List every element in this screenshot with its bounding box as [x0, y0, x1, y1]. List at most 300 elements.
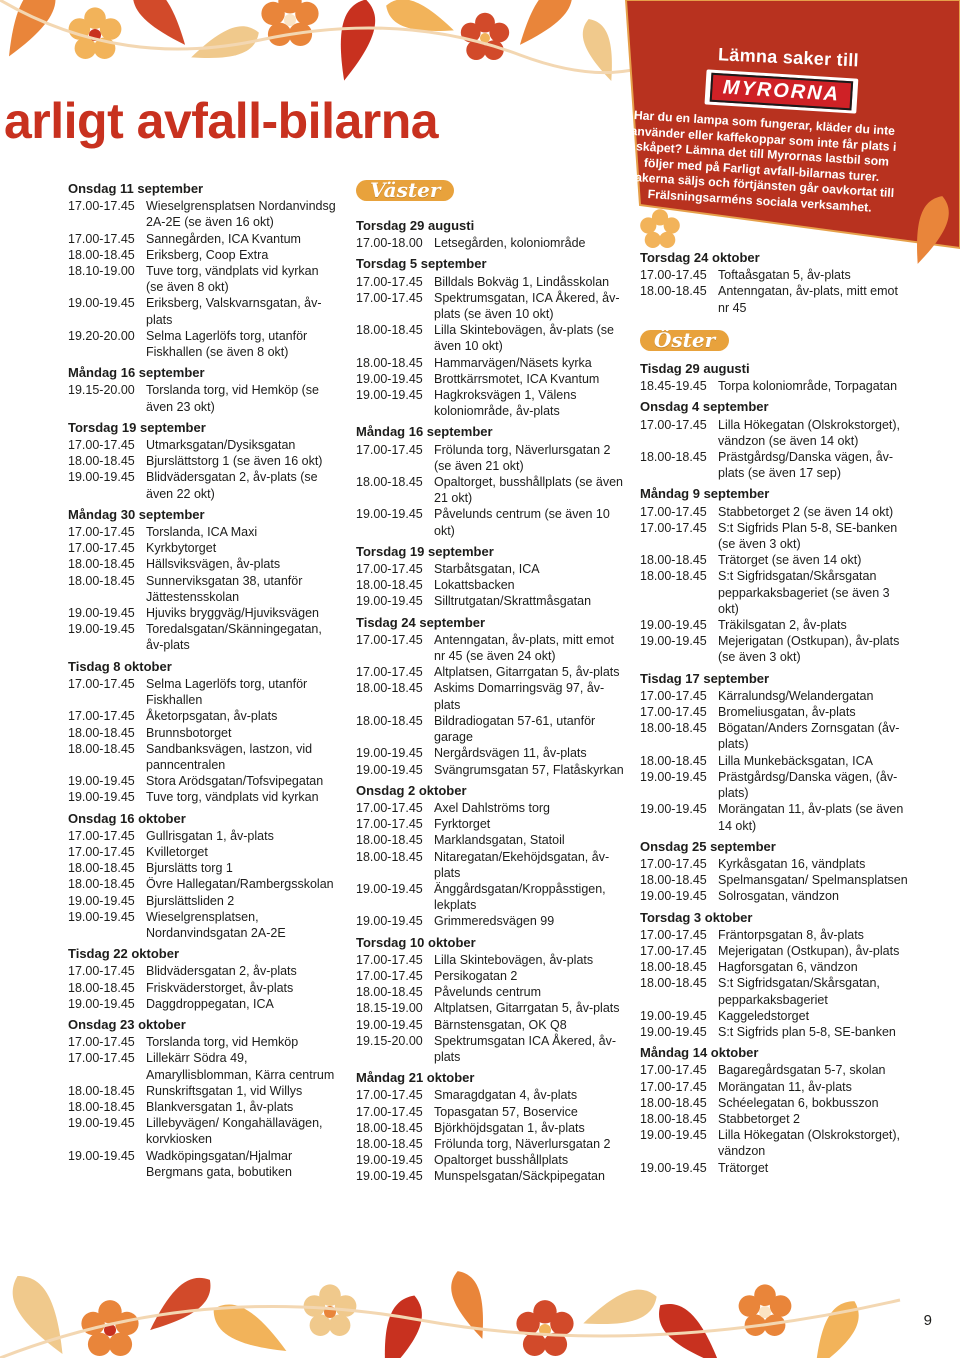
- day-heading: Torsdag 5 september: [356, 256, 487, 272]
- entry-place: Lokattsbacken: [434, 578, 515, 593]
- schedule-column-3: [640, 250, 910, 1176]
- schedule-entry: [68, 741, 338, 773]
- entry-time: 18.45-19.45: [640, 379, 707, 394]
- entry-time: 19.00-19.45: [356, 914, 423, 929]
- entry-place: Trätorget (se även 14 okt): [718, 553, 862, 568]
- schedule-entry: [68, 963, 338, 979]
- schedule-entry: [356, 745, 626, 761]
- entry-time: 17.00-17.45: [640, 1079, 707, 1094]
- entry-time: 17.00-17.45: [356, 968, 423, 983]
- entry-time: 17.00-17.45: [356, 665, 423, 680]
- entry-place: Blankversgatan 1, åv-plats: [146, 1099, 294, 1114]
- day-heading: Måndag 9 september: [640, 486, 770, 502]
- schedule-entry: [68, 247, 338, 263]
- schedule-entry: [68, 437, 338, 453]
- schedule-entry: [356, 1152, 626, 1168]
- schedule-entry: [640, 520, 910, 552]
- day-heading: Torsdag 29 augusti: [356, 218, 475, 233]
- schedule-entry: [68, 909, 338, 941]
- entry-place: Kyrkåsgatan 16, vändplats: [718, 856, 866, 871]
- entry-place: Prästgårdsg/Danska vägen, åv-plats (se även 17 sep): [718, 450, 894, 481]
- schedule-entry: [640, 504, 910, 520]
- entry-time: 17.00-17.45: [68, 438, 135, 453]
- entry-place: Bildradiogatan 57-61, utanför garage: [434, 713, 596, 745]
- bottom-leaf-band: [0, 1267, 900, 1358]
- entry-place: Åketorpsgatan, åv-plats: [146, 709, 278, 724]
- schedule-day: [640, 486, 910, 665]
- entry-time: 19.00-19.45: [640, 889, 707, 904]
- myrorna-promo: [612, 33, 914, 260]
- schedule-entry: [356, 832, 626, 848]
- entry-time: 19.00-19.45: [356, 1017, 423, 1032]
- schedule-entry: [356, 984, 626, 1000]
- entry-time: 19.00-19.45: [356, 507, 423, 522]
- entry-time: 18.00-18.45: [68, 741, 135, 756]
- schedule-entry: [68, 453, 338, 469]
- schedule-entry: [356, 1120, 626, 1136]
- entry-time: 18.00-18.45: [356, 1136, 423, 1151]
- entry-time: 19.00-19.45: [68, 790, 135, 805]
- schedule-entry: [356, 322, 626, 354]
- entry-time: 18.00-18.45: [68, 573, 135, 588]
- entry-time: 18.00-18.45: [68, 980, 135, 995]
- schedule-entry: [640, 1024, 910, 1040]
- day-heading: Måndag 30 september: [68, 506, 205, 522]
- entry-place: Friskväderstorget, åv-plats: [146, 980, 294, 995]
- entry-time: 18.00-18.45: [640, 553, 707, 568]
- schedule-entry: [356, 762, 626, 778]
- schedule-entry: [68, 1034, 338, 1050]
- entry-time: 17.00-17.45: [640, 520, 707, 535]
- entry-place: Träkilsgatan 2, åv-plats: [718, 618, 847, 633]
- area-title-vaster: Väster: [356, 180, 454, 201]
- schedule-day: [356, 256, 626, 419]
- schedule-entry: [68, 1050, 338, 1082]
- entry-place: Hagkroksvägen 1, Välens koloniområde, åv-plats: [434, 388, 577, 419]
- entry-time: 17.00-17.45: [68, 709, 135, 724]
- entry-place: S:t Sigfrids plan 5-8, SE-banken: [718, 1024, 896, 1039]
- schedule-entry: [356, 387, 626, 419]
- entry-time: 18.00-18.45: [356, 713, 423, 728]
- schedule-entry: [356, 1033, 626, 1065]
- entry-time: 18.10-19.00: [68, 264, 135, 279]
- schedule-entry: [356, 1017, 626, 1033]
- entry-time: 18.00-18.45: [68, 247, 135, 262]
- day-heading: Måndag 21 oktober: [356, 1070, 475, 1086]
- entry-place: Letsegården, koloniområde: [434, 236, 586, 251]
- schedule-entry: [356, 442, 626, 474]
- entry-time: 18.00-18.45: [68, 454, 135, 469]
- entry-time: 19.00-19.45: [356, 371, 423, 386]
- entry-time: 19.00-19.45: [68, 996, 135, 1011]
- entry-time: 19.00-19.45: [356, 762, 423, 777]
- entry-place: Frölunda torg, Näverlursgatan 2 (se även 21 okt): [434, 442, 611, 473]
- schedule-day: [68, 1017, 338, 1180]
- day-heading: Torsdag 19 september: [68, 419, 206, 435]
- vaster-days: [356, 218, 626, 1185]
- schedule-day: [356, 935, 626, 1066]
- entry-time: 17.00-17.45: [68, 231, 135, 246]
- entry-time: 17.00-17.45: [640, 268, 707, 283]
- entry-time: 17.00-17.45: [68, 1035, 135, 1050]
- entry-time: 17.00-17.45: [68, 964, 135, 979]
- schedule-entry: [640, 1008, 910, 1024]
- entry-time: 17.00-18.00: [356, 236, 423, 251]
- entry-place: Topasgatan 57, Boservice: [434, 1104, 578, 1119]
- entry-time: 18.00-18.45: [640, 873, 707, 888]
- schedule-entry: [68, 605, 338, 621]
- entry-time: 17.00-17.45: [356, 274, 423, 289]
- schedule-entry: [356, 561, 626, 577]
- day-heading: Tisdag 29 augusti: [640, 361, 750, 377]
- schedule-entry: [68, 773, 338, 789]
- entry-place: S:t Sigfrids Plan 5-8, SE-banken (se även 3 okt): [718, 520, 898, 552]
- schedule-day: [640, 250, 910, 316]
- day-heading: Onsdag 23 oktober: [68, 1016, 186, 1032]
- entry-place: Wieselgrensplatsen, Nordanvindsgatan 2A-2E: [146, 909, 286, 940]
- entry-place: Runskriftsgatan 1, vid Willys: [146, 1083, 303, 1098]
- entry-time: 17.00-17.45: [356, 442, 423, 457]
- entry-place: Kaggeledstorget: [718, 1008, 810, 1023]
- entry-time: 19.00-19.45: [640, 1128, 707, 1143]
- schedule-entry: [640, 267, 910, 283]
- schedule-entry: [640, 449, 910, 481]
- schedule-entry: [640, 283, 910, 315]
- entry-place: Torpa koloniområde, Torpagatan: [718, 379, 898, 394]
- entry-place: Altplatsen, Gitarrgatan 5, åv-plats: [434, 1001, 620, 1016]
- schedule-day: [68, 811, 338, 942]
- entry-time: 19.20-20.00: [68, 328, 135, 343]
- entry-time: 18.00-18.45: [356, 681, 423, 696]
- entry-place: Trätorget: [718, 1160, 769, 1175]
- schedule-day: [640, 361, 910, 394]
- entry-time: 17.00-17.45: [68, 525, 135, 540]
- day-heading: Onsdag 2 oktober: [356, 782, 467, 798]
- schedule-entry: [68, 1115, 338, 1147]
- day-heading: Tisdag 17 september: [640, 670, 770, 686]
- schedule-entry: [640, 1062, 910, 1078]
- schedule-entry: [356, 593, 626, 609]
- entry-place: Lilla Hökegatan (Olskrokstorget), vändzon (se även 14 okt): [718, 417, 901, 448]
- entry-time: 18.00-18.45: [640, 960, 707, 975]
- entry-time: 19.00-19.45: [356, 1169, 423, 1184]
- schedule-entry: [640, 975, 910, 1007]
- schedule-entry: [356, 1168, 626, 1184]
- entry-place: Stabbetorget 2: [718, 1111, 801, 1126]
- schedule-entry: [640, 552, 910, 568]
- entry-place: Fyrktorget: [434, 817, 491, 832]
- entry-place: Morängatan 11, åv-plats: [718, 1079, 852, 1094]
- entry-place: Eriksberg, Valskvarnsgatan, åv-plats: [146, 296, 322, 327]
- schedule-entry: [356, 1104, 626, 1120]
- entry-place: Spektrumsgatan ICA Åkered, åv-plats: [434, 1033, 617, 1064]
- entry-time: 18.00-18.45: [640, 284, 707, 299]
- schedule-entry: [68, 540, 338, 556]
- promo-lead: Lämna saker till: [717, 44, 860, 71]
- entry-time: 17.00-17.45: [68, 676, 135, 691]
- entry-time: 17.00-17.45: [356, 800, 423, 815]
- entry-place: Altplatsen, Gitarrgatan 5, åv-plats: [434, 665, 620, 680]
- entry-place: Morängatan 11, åv-plats (se även 14 okt): [718, 802, 904, 833]
- schedule-entry: [68, 676, 338, 708]
- day-heading: Måndag 14 oktober: [640, 1045, 759, 1061]
- promo-text: Har du en lampa som fungerar, kläder du inte använder eller kaffekoppar som inte får plats i skåpet? Lämna det till Myrornas lastbil som följer med på Farligt avfall-bilarnas turer. Sakerna säljs och förtjänsten går oavkortat till Frälsningsarméns sociala verksamhet.: [626, 108, 897, 215]
- entry-place: Schéelegatan 6, bokbusszon: [718, 1095, 879, 1110]
- entry-time: 19.00-19.45: [68, 1116, 135, 1131]
- entry-time: 19.00-19.45: [68, 470, 135, 485]
- entry-time: 18.00-18.45: [356, 849, 423, 864]
- entry-time: 19.00-19.45: [640, 802, 707, 817]
- schedule-entry: [356, 1136, 626, 1152]
- entry-place: Bärnstensgatan, OK Q8: [434, 1017, 567, 1032]
- entry-place: Toredalsgatan/Skänningegatan, åv-plats: [146, 622, 322, 653]
- entry-place: Bögatan/Anders Zornsgatan (åv-plats): [718, 721, 900, 752]
- entry-place: Lilla Hökegatan (Olskrokstorget), vändzon: [718, 1128, 901, 1159]
- entry-time: 19.00-19.45: [68, 1148, 135, 1163]
- entry-time: 17.00-17.45: [640, 943, 707, 958]
- schedule-entry: [68, 198, 338, 230]
- schedule-entry: [640, 1127, 910, 1159]
- entry-time: 17.00-17.45: [68, 828, 135, 843]
- schedule-entry: [68, 231, 338, 247]
- entry-place: Smaragdgatan 4, åv-plats: [434, 1088, 578, 1103]
- day-heading: Torsdag 19 september: [356, 543, 494, 559]
- schedule-entry: [356, 816, 626, 832]
- entry-place: Mejerigatan (Ostkupan), åv-plats (se även 3 okt): [718, 634, 900, 665]
- schedule-entry: [68, 1148, 338, 1180]
- entry-time: 18.15-19.00: [356, 1001, 423, 1016]
- entry-time: 18.00-18.45: [356, 1120, 423, 1135]
- entry-time: 18.00-18.45: [640, 1095, 707, 1110]
- entry-place: Bjurslätts torg 1: [146, 861, 233, 876]
- schedule-entry: [356, 952, 626, 968]
- schedule-entry: [640, 769, 910, 801]
- entry-place: Björkhöjdsgatan 1, åv-plats: [434, 1120, 585, 1135]
- entry-time: 17.00-17.45: [640, 856, 707, 871]
- schedule-day: [640, 839, 910, 905]
- entry-time: 17.00-17.45: [68, 844, 135, 859]
- entry-place: Eriksberg, Coop Extra: [146, 247, 269, 262]
- page-headline: arligt avfall-bilarna: [4, 93, 439, 149]
- entry-place: Torslanda torg, vid Hemköp: [146, 1035, 299, 1050]
- schedule-entry: [640, 753, 910, 769]
- day-heading: Torsdag 10 oktober: [356, 934, 476, 950]
- schedule-entry: [640, 943, 910, 959]
- entry-place: S:t Sigfridsgatan/Skårsgatan, pepparkaksbageriet: [718, 976, 880, 1007]
- schedule-entry: [640, 720, 910, 752]
- entry-place: Torslanda torg, vid Hemköp (se även 23 okt): [146, 383, 319, 414]
- schedule-entry: [68, 573, 338, 605]
- schedule-entry: [640, 633, 910, 665]
- entry-time: 19.00-19.45: [68, 296, 135, 311]
- entry-place: Kvilletorget: [146, 844, 208, 859]
- schedule-entry: [640, 688, 910, 704]
- entry-place: Hammarvägen/Näsets kyrka: [434, 355, 592, 370]
- schedule-entry: [356, 664, 626, 680]
- entry-place: Sandbanksvägen, lastzon, vid panncentralen: [146, 741, 313, 772]
- entry-time: 18.00-18.45: [640, 569, 707, 584]
- entry-time: 19.00-19.45: [640, 634, 707, 649]
- schedule-entry: [356, 274, 626, 290]
- entry-place: Hagforsgatan 6, vändzon: [718, 960, 858, 975]
- entry-place: Hällsviksvägen, åv-plats: [146, 557, 281, 572]
- schedule-entry: [68, 524, 338, 540]
- schedule-day: [68, 507, 338, 654]
- entry-place: Lillebyvägen/ Kongahällavägen, korvkiosken: [146, 1116, 323, 1147]
- entry-place: Kärralundsg/Welandergatan: [718, 688, 874, 703]
- entry-time: 17.00-17.45: [356, 1088, 423, 1103]
- entry-place: Persikogatan 2: [434, 968, 518, 983]
- entry-time: 18.00-18.45: [356, 355, 423, 370]
- schedule-entry: [356, 913, 626, 929]
- day-heading: Tisdag 24 september: [356, 614, 486, 630]
- schedule-day: [640, 1045, 910, 1176]
- schedule-entry: [68, 328, 338, 360]
- schedule-entry: [68, 295, 338, 327]
- entry-time: 18.00-18.45: [356, 985, 423, 1000]
- entry-place: Opaltorget busshållplats: [434, 1153, 569, 1168]
- entry-place: Stabbetorget 2 (se även 14 okt): [718, 504, 894, 519]
- entry-place: Silltrutgatan/Skrattmåsgatan: [434, 594, 592, 609]
- entry-place: Marklandsgatan, Statoil: [434, 833, 565, 848]
- schedule-entry: [68, 469, 338, 501]
- entry-place: Utmarksgatan/Dysiksgatan: [146, 438, 296, 453]
- schedule-entry: [640, 617, 910, 633]
- entry-time: 18.00-18.45: [640, 450, 707, 465]
- schedule-entry: [68, 828, 338, 844]
- entry-place: Antenngatan, åv-plats, mitt emot nr 45: [718, 284, 898, 315]
- schedule-entry: [640, 1079, 910, 1095]
- schedule-entry: [640, 704, 910, 720]
- schedule-entry: [68, 860, 338, 876]
- schedule-entry: [356, 800, 626, 816]
- schedule-entry: [640, 801, 910, 833]
- entry-time: 18.00-18.45: [640, 721, 707, 736]
- schedule-day: [640, 399, 910, 481]
- entry-time: 19.00-19.45: [68, 774, 135, 789]
- entry-place: Solrosgatan, vändzon: [718, 889, 839, 904]
- entry-time: 18.00-18.45: [356, 833, 423, 848]
- entry-time: 17.00-17.45: [640, 417, 707, 432]
- entry-place: Frölunda torg, Näverlursgatan 2: [434, 1136, 611, 1151]
- entry-time: 19.00-19.45: [640, 1160, 707, 1175]
- day-heading: Måndag 16 september: [356, 424, 493, 440]
- entry-time: 19.00-19.45: [68, 622, 135, 637]
- entry-time: 19.00-19.45: [640, 1008, 707, 1023]
- entry-place: Brottkärrsmotet, ICA Kvantum: [434, 371, 600, 386]
- schedule-entry: [356, 506, 626, 538]
- entry-place: Brunnsbotorget: [146, 725, 232, 740]
- entry-place: Påvelunds centrum (se även 10 okt): [434, 507, 610, 538]
- area-title-oster: Öster: [640, 330, 729, 351]
- entry-time: 18.00-18.45: [68, 1099, 135, 1114]
- schedule-entry: [356, 577, 626, 593]
- entry-place: Blidvädersgatan 2, åv-plats: [146, 964, 297, 979]
- day-heading: Onsdag 25 september: [640, 838, 776, 854]
- schedule-day: [68, 181, 338, 360]
- schedule-day: [68, 365, 338, 415]
- schedule-entry: [640, 888, 910, 904]
- schedule-entry: [356, 968, 626, 984]
- schedule-entry: [356, 235, 626, 251]
- schedule-entry: [68, 996, 338, 1012]
- entry-place: Munspelsgatan/Säckpipegatan: [434, 1169, 605, 1184]
- day-heading: Onsdag 16 oktober: [68, 810, 186, 826]
- schedule-day: [640, 671, 910, 834]
- entry-time: 18.00-18.45: [68, 557, 135, 572]
- day-heading: Torsdag 24 oktober: [640, 250, 760, 265]
- schedule-day: [356, 615, 626, 778]
- entry-place: Gullrisgatan 1, åv-plats: [146, 828, 274, 843]
- day-heading: Tisdag 22 oktober: [68, 946, 180, 962]
- entry-place: Svängrumsgatan 57, Flatåskyrkan: [434, 762, 624, 777]
- schedule-entry: [356, 632, 626, 664]
- schedule-entry: [640, 872, 910, 888]
- entry-time: 17.00-17.45: [356, 1104, 423, 1119]
- entry-time: 17.00-17.45: [356, 817, 423, 832]
- entry-place: S:t Sigfridsgatan/Skårsgatan pepparkaksbageriet (se även 3 okt): [718, 569, 890, 616]
- day-heading: Onsdag 4 september: [640, 399, 769, 415]
- entry-time: 18.00-18.45: [356, 578, 423, 593]
- schedule-entry: [68, 876, 338, 892]
- schedule-entry: [68, 893, 338, 909]
- entry-time: 19.00-19.45: [640, 1024, 707, 1039]
- entry-place: Lilla Munkebäcksgatan, ICA: [718, 753, 873, 768]
- schedule-column-1: [68, 181, 338, 1180]
- entry-place: Stora Arödsgatan/Tofsvipegatan: [146, 774, 324, 789]
- entry-place: Selma Lagerlöfs torg, utanför Fiskhallen: [146, 676, 308, 708]
- schedule-entry: [356, 680, 626, 712]
- entry-time: 18.00-18.45: [68, 861, 135, 876]
- oster-days: [640, 361, 910, 1176]
- schedule-entry: [68, 556, 338, 572]
- entry-place: Bagaregårdsgatan 5-7, skolan: [718, 1063, 886, 1078]
- entry-time: 17.00-17.45: [640, 927, 707, 942]
- entry-place: Wadköpingsgatan/Hjalmar Bergmans gata, bobutiken: [146, 1148, 293, 1179]
- entry-place: Lillekärr Södra 49, Amaryllisblomman, Kärra centrum: [146, 1051, 335, 1082]
- entry-time: 17.00-17.45: [356, 562, 423, 577]
- schedule-entry: [68, 708, 338, 724]
- day-heading: Onsdag 11 september: [68, 181, 204, 196]
- entry-place: Bromeliusgatan, åv-plats: [718, 705, 856, 720]
- entry-time: 17.00-17.45: [356, 632, 423, 647]
- entry-place: Änggårdsgatan/Kroppåsstigen, lekplats: [434, 881, 606, 913]
- schedule-day: [68, 420, 338, 502]
- schedule-entry: [640, 927, 910, 943]
- entry-place: Nitaregatan/Ekehöjdsgatan, åv-plats: [434, 849, 610, 880]
- entry-time: 19.00-19.45: [356, 881, 423, 896]
- schedule-day: [356, 424, 626, 538]
- entry-place: Tuve torg, vändplats vid kyrkan (se även 8 okt): [146, 264, 319, 295]
- entry-place: Fräntorpsgatan 8, åv-plats: [718, 927, 864, 942]
- day-heading: Tisdag 8 oktober: [68, 658, 172, 674]
- entry-place: Toftaåsgatan 5, åv-plats: [718, 268, 851, 283]
- schedule-day: [356, 1070, 626, 1184]
- entry-place: Daggdroppegatan, ICA: [146, 996, 274, 1011]
- schedule-entry: [640, 1160, 910, 1176]
- entry-place: Sannegården, ICA Kvantum: [146, 231, 301, 246]
- schedule-entry: [68, 1083, 338, 1099]
- entry-place: Spektrumsgatan, ICA Åkered, åv-plats (se även 10 okt): [434, 290, 620, 322]
- schedule-entry: [356, 474, 626, 506]
- entry-time: 18.00-18.45: [356, 323, 423, 338]
- entry-place: Nergårdsvägen 11, åv-plats: [434, 746, 587, 761]
- entry-place: Övre Hallegatan/Rambergsskolan: [146, 877, 334, 892]
- schedule-entry: [68, 263, 338, 295]
- schedule-entry: [68, 621, 338, 653]
- entry-time: 19.00-19.45: [68, 606, 135, 621]
- entry-place: Spelmansgatan/ Spelmansplatsen: [718, 873, 908, 888]
